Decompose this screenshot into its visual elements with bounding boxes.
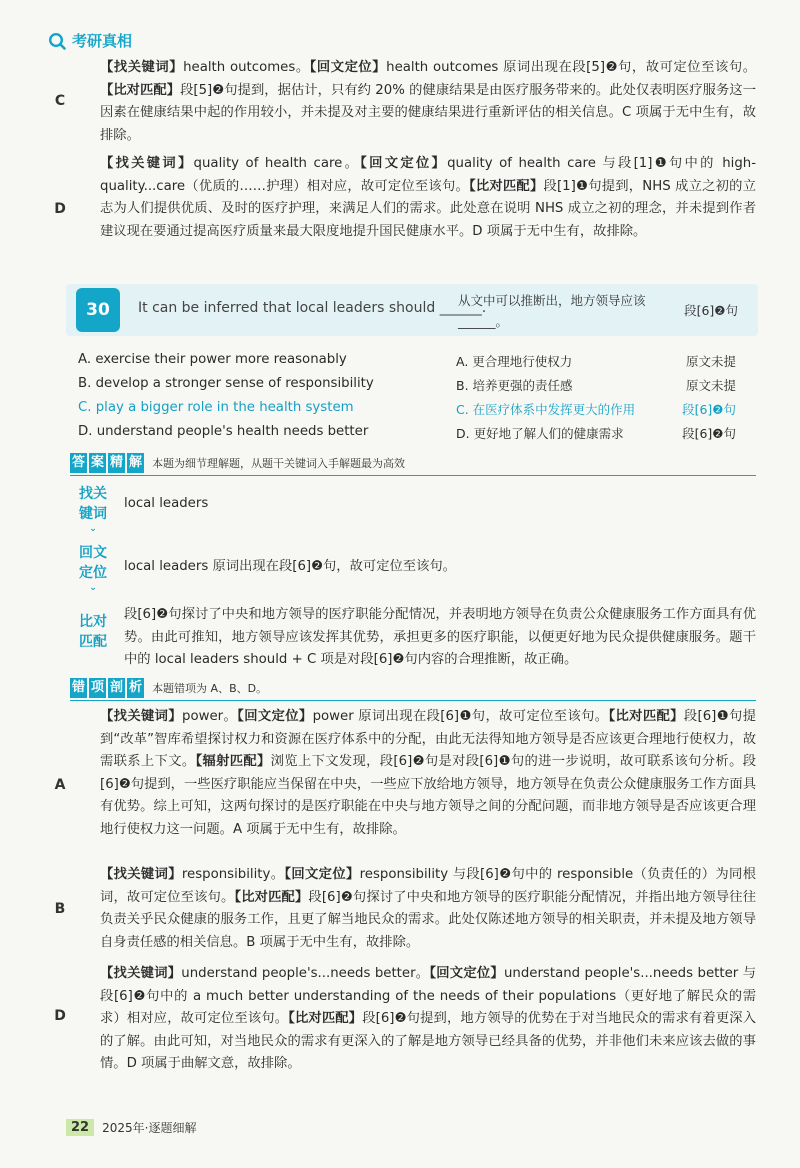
option-row [78, 424, 756, 448]
option-location: 原文未提 [685, 378, 736, 393]
step-keyword: 【回文定位】 [429, 966, 504, 981]
option-row [78, 376, 756, 400]
step-keyword: 【比对匹配】 [469, 178, 544, 194]
question-location: 段[6]❷句 [684, 303, 738, 318]
step-keyword: 【找关键词】 [100, 709, 183, 724]
step-text: local leaders 原词出现在段[6]❷句，故可定位至该句。 [124, 559, 456, 574]
title-char: 项 [89, 678, 106, 698]
question-banner [66, 284, 758, 336]
option-row-correct [78, 400, 756, 424]
step-keyword: 【回文定位】 [360, 156, 448, 171]
option-letter: D [54, 201, 66, 217]
option-analysis-text: 【找关键词】understand people's...needs better。【回文定位】understand people's...needs better 与段[6]❷句中的 a much better understanding of the needs of their populations（更好地了解民众的需求）相对应，故可定位至该句。【比对匹配】段[6]❷句提到，地方领导的优势在于对当地民众的需求有着更深入的了解。由此可知，对当地民众的需求有更深入的了解是地方领导已经具备的优势，并非他们未来应该去做的事情。D 项属于曲解文意，故排除。 [100, 966, 757, 1071]
wrong-section-note: 本题错项为 A、B、D。 [152, 682, 268, 695]
brand-text: 考研真相 [72, 32, 133, 50]
title-char: 答 [70, 453, 87, 473]
step-keyword: 【比对匹配】 [100, 82, 181, 98]
option-analysis-text: 【找关键词】power。【回文定位】power 原词出现在段[6]❶句，故可定位至该句。【比对匹配】段[6]❶句提到“改革”智库希望探讨权力和资源在医疗体系中的分配，由此无法得知地方领导是否应该更合理地行使权力，故需联系上下文。【辐射匹配】浏览上下文发现，段[6]❷句是对段[6]❶句的进一步说明，故可联系该句分析。段[6]❷句提到，一些医疗职能应当保留在中央，一些应下放给地方领导，地方领导在负责公众健康服务工作方面具有优势。综上可知，这两句探讨的是医疗职能在中央与地方领导之间的分配问题，而非地方领导是否应该更合理地行使权力这一问题。A 项属于无中生有，故排除。 [100, 709, 757, 837]
question-stem-zh: 从文中可以推断出，地方领导应该______。 [458, 293, 646, 329]
step-keyword: 【比对匹配】 [608, 709, 684, 724]
option-analysis-d [54, 153, 757, 243]
option-letter: B [54, 901, 66, 917]
option-zh: A. 更合理地行使权力 [456, 354, 573, 369]
chevron-down-icon: ⌄ [89, 583, 97, 593]
answer-section-title [70, 453, 144, 473]
answer-section-note: 本题为细节理解题，从题干关键词入手解题最为高效 [152, 457, 406, 470]
step-keyword: 【回文定位】 [237, 709, 313, 724]
step-label: 找关键词 [79, 486, 107, 522]
title-char: 剖 [108, 678, 125, 698]
title-char: 案 [89, 453, 106, 473]
option-zh: C. 在医疗体系中发挥更大的作用 [456, 402, 636, 417]
wrong-section-header [70, 676, 756, 701]
wrong-section-title [70, 678, 144, 698]
wrong-option-b [54, 864, 757, 954]
title-char: 错 [70, 678, 87, 698]
step-tag-match [74, 612, 112, 652]
step-keyword: 【找关键词】 [100, 156, 194, 171]
page-number: 22 [66, 1119, 94, 1136]
question-number: 30 [76, 288, 120, 332]
step-keyword: 【比对匹配】 [288, 1011, 363, 1026]
option-analysis-c [54, 57, 757, 147]
step-keyword: 【辐射匹配】 [195, 754, 271, 769]
option-location: 段[6]❷句 [682, 402, 736, 417]
chevron-down-icon: ⌄ [89, 524, 97, 534]
magnifier-icon [48, 32, 66, 50]
option-row [78, 352, 756, 376]
option-letter: A [54, 777, 66, 793]
option-location: 段[6]❷句 [682, 426, 736, 441]
option-en: C. play a bigger role in the health system [78, 400, 354, 415]
option-en: B. develop a stronger sense of responsibility [78, 376, 374, 391]
option-zh: D. 更好地了解人们的健康需求 [456, 426, 624, 441]
title-char: 精 [108, 453, 125, 473]
step-keyword: 【找关键词】 [100, 867, 182, 882]
step-text: 段[6]❷句探讨了中央和地方领导的医疗职能分配情况，并表明地方领导在负责公众健康服务工作方面具有优势。由此可推知，地方领导应该发挥其优势，承担更多的医疗职能，以便更好地为民众提供健康服务。题干中的 local leaders should + C 项是对段[6]❷句内容的合理推断，故正确。 [124, 607, 756, 667]
wrong-option-a [54, 706, 757, 841]
option-letter: D [54, 1008, 66, 1024]
step-tag-find-keyword [74, 484, 112, 534]
option-analysis-text: 【找关键词】responsibility。【回文定位】responsibility 与段[6]❷句中的 responsible（负责任的）为同根词，故可定位至该句。【比对匹配】段[6]❷句探讨了中央和地方领导的医疗职能分配情况，并指出地方领导往往负责关乎民众健康的服务工作，且更了解当地民众的需求。此处仅陈述地方领导的相关职责，并未提及地方领导自身责任感的相关信息。B 项属于无中生有，故排除。 [100, 867, 757, 950]
page-footer [66, 1119, 196, 1136]
step-label: 比对匹配 [79, 614, 107, 650]
option-en: A. exercise their power more reasonably [78, 352, 347, 367]
option-en: D. understand people's health needs better [78, 424, 369, 439]
option-analysis-text: 【找关键词】quality of health care。【回文定位】quality of health care 与段[1]❶句中的 high-quality...care（优质的……护理）相对应，故可定位至该句。【比对匹配】段[1]❶句提到，NHS 成立之初的立志为人们提供优质、及时的医疗护理，来满足人们的需求。此处意在说明 NHS 成立之初的理念，并未提到作者建议现在要通过提高医疗质量来最大限度地提升国民健康水平。D 项属于无中生有，故排除。 [100, 156, 757, 239]
step-keyword: 【找关键词】 [100, 60, 184, 75]
option-location: 原文未提 [685, 354, 736, 369]
title-char: 解 [127, 453, 144, 473]
footer-text: 2025年·逐题细解 [102, 1121, 197, 1135]
question-stem-en: It can be inferred that local leaders should ______. [138, 300, 487, 316]
step-keyword: 【回文定位】 [284, 867, 360, 882]
step-keyword: 【找关键词】 [100, 966, 182, 981]
step-tag-locate [74, 543, 112, 593]
wrong-option-d [54, 963, 757, 1076]
option-letter: C [54, 93, 66, 109]
brand [48, 30, 132, 51]
option-zh: B. 培养更强的责任感 [456, 378, 573, 393]
title-char: 析 [127, 678, 144, 698]
step-text: local leaders [124, 496, 209, 511]
answer-section-header [70, 451, 756, 476]
step-keyword: 【比对匹配】 [234, 889, 309, 905]
step-keyword: 【回文定位】 [309, 60, 387, 75]
step-label: 回文定位 [79, 545, 107, 581]
option-analysis-text: 【找关键词】health outcomes。【回文定位】health outcomes 原词出现在段[5]❷句，故可定位至该句。【比对匹配】段[5]❷句提到，据估计，只有约 20% 的健康结果是由医疗服务带来的。此处仅表明医疗服务这一因素在健康结果中起的作用较小，并未提及对主要的健康结果进行重新评估的相关信息。C 项属于无中生有，故排除。 [100, 60, 757, 143]
